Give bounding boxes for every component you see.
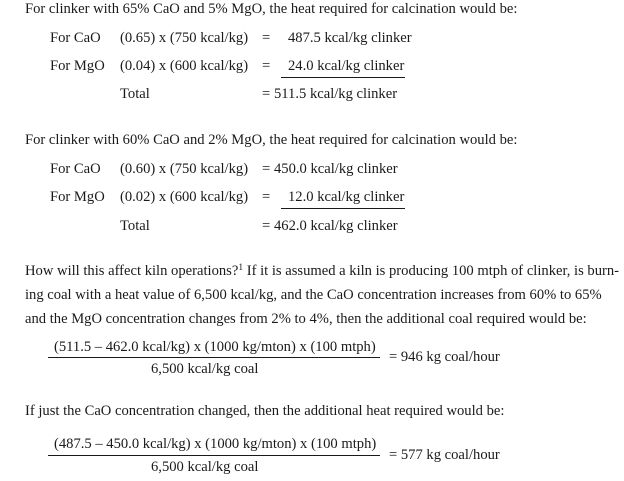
block2-total-eq: = — [262, 218, 271, 234]
block2-mgo-eq: = — [262, 189, 271, 205]
block1-mgo-calc: (0.04) x (600 kcal/kg) — [120, 58, 249, 74]
block1-intro: For clinker with 65% CaO and 5% MgO, the heat required for calcination would be: — [25, 1, 518, 17]
block2-mgo-calc: (0.02) x (600 kcal/kg) — [120, 189, 249, 205]
formula1-numerator: (511.5 – 462.0 kcal/kg) x (1000 kg/mton) x (100 mtph) — [54, 339, 376, 355]
formula1-result: = 946 kg coal/hour — [389, 349, 500, 365]
formula2-numerator: (487.5 – 450.0 kcal/kg) x (1000 kg/mton) x (100 mtph) — [54, 436, 377, 452]
block2-total-label: Total — [120, 218, 150, 234]
formula1-denominator: 6,500 kcal/kg coal — [151, 361, 259, 377]
paragraph-line-1 — [25, 264, 619, 279]
block2-sum-rule — [281, 208, 405, 209]
block2-total-result: 462.0 kcal/kg clinker — [274, 218, 398, 234]
block1-total-result: 511.5 kcal/kg clinker — [274, 86, 398, 102]
formula2-result: = 577 kg coal/hour — [389, 447, 500, 463]
block1-cao-calc: (0.65) x (750 kcal/kg) — [120, 30, 249, 46]
block1-total-eq: = — [262, 86, 271, 102]
paragraph-question: How will this affect kiln operations? — [25, 263, 239, 279]
block2-cao-calc: (0.60) x (750 kcal/kg) — [120, 161, 249, 177]
footnote-ref: 1 — [238, 263, 244, 273]
block1-cao-eq: = — [262, 30, 271, 46]
block1-mgo-label: For MgO — [50, 58, 105, 74]
block2-cao-result: 450.0 kcal/kg clinker — [274, 161, 398, 177]
formula1-fraction-bar — [48, 357, 380, 358]
block2-mgo-result: 12.0 kcal/kg clinker — [288, 189, 405, 205]
block1-total-label: Total — [120, 86, 150, 102]
formula2-denominator: 6,500 kcal/kg coal — [151, 459, 259, 475]
block2-intro: For clinker with 60% CaO and 2% MgO, the heat required for calcination would be: — [25, 132, 518, 148]
block1-sum-rule — [281, 77, 405, 78]
sentence-2: If just the CaO concentration changed, then the additional heat required would be: — [25, 403, 505, 419]
block2-cao-eq: = — [262, 161, 271, 177]
paragraph-line-2: ing coal with a heat value of 6,500 kcal/kg, and the CaO concentration increases from 60% to 65% — [25, 287, 602, 303]
paragraph-line-1-rest: If it is assumed a kiln is producing 100 mtph of clinker, is burn- — [243, 263, 620, 279]
formula2-fraction-bar — [48, 455, 380, 456]
block1-cao-label: For CaO — [50, 30, 101, 46]
block2-cao-label: For CaO — [50, 161, 101, 177]
block1-mgo-eq: = — [262, 58, 271, 74]
paragraph-line-3: and the MgO concentration changes from 2% to 4%, then the additional coal required would be: — [25, 311, 587, 327]
block2-mgo-label: For MgO — [50, 189, 105, 205]
block1-cao-result: 487.5 kcal/kg clinker — [288, 30, 412, 46]
block1-mgo-result: 24.0 kcal/kg clinker — [288, 58, 405, 74]
